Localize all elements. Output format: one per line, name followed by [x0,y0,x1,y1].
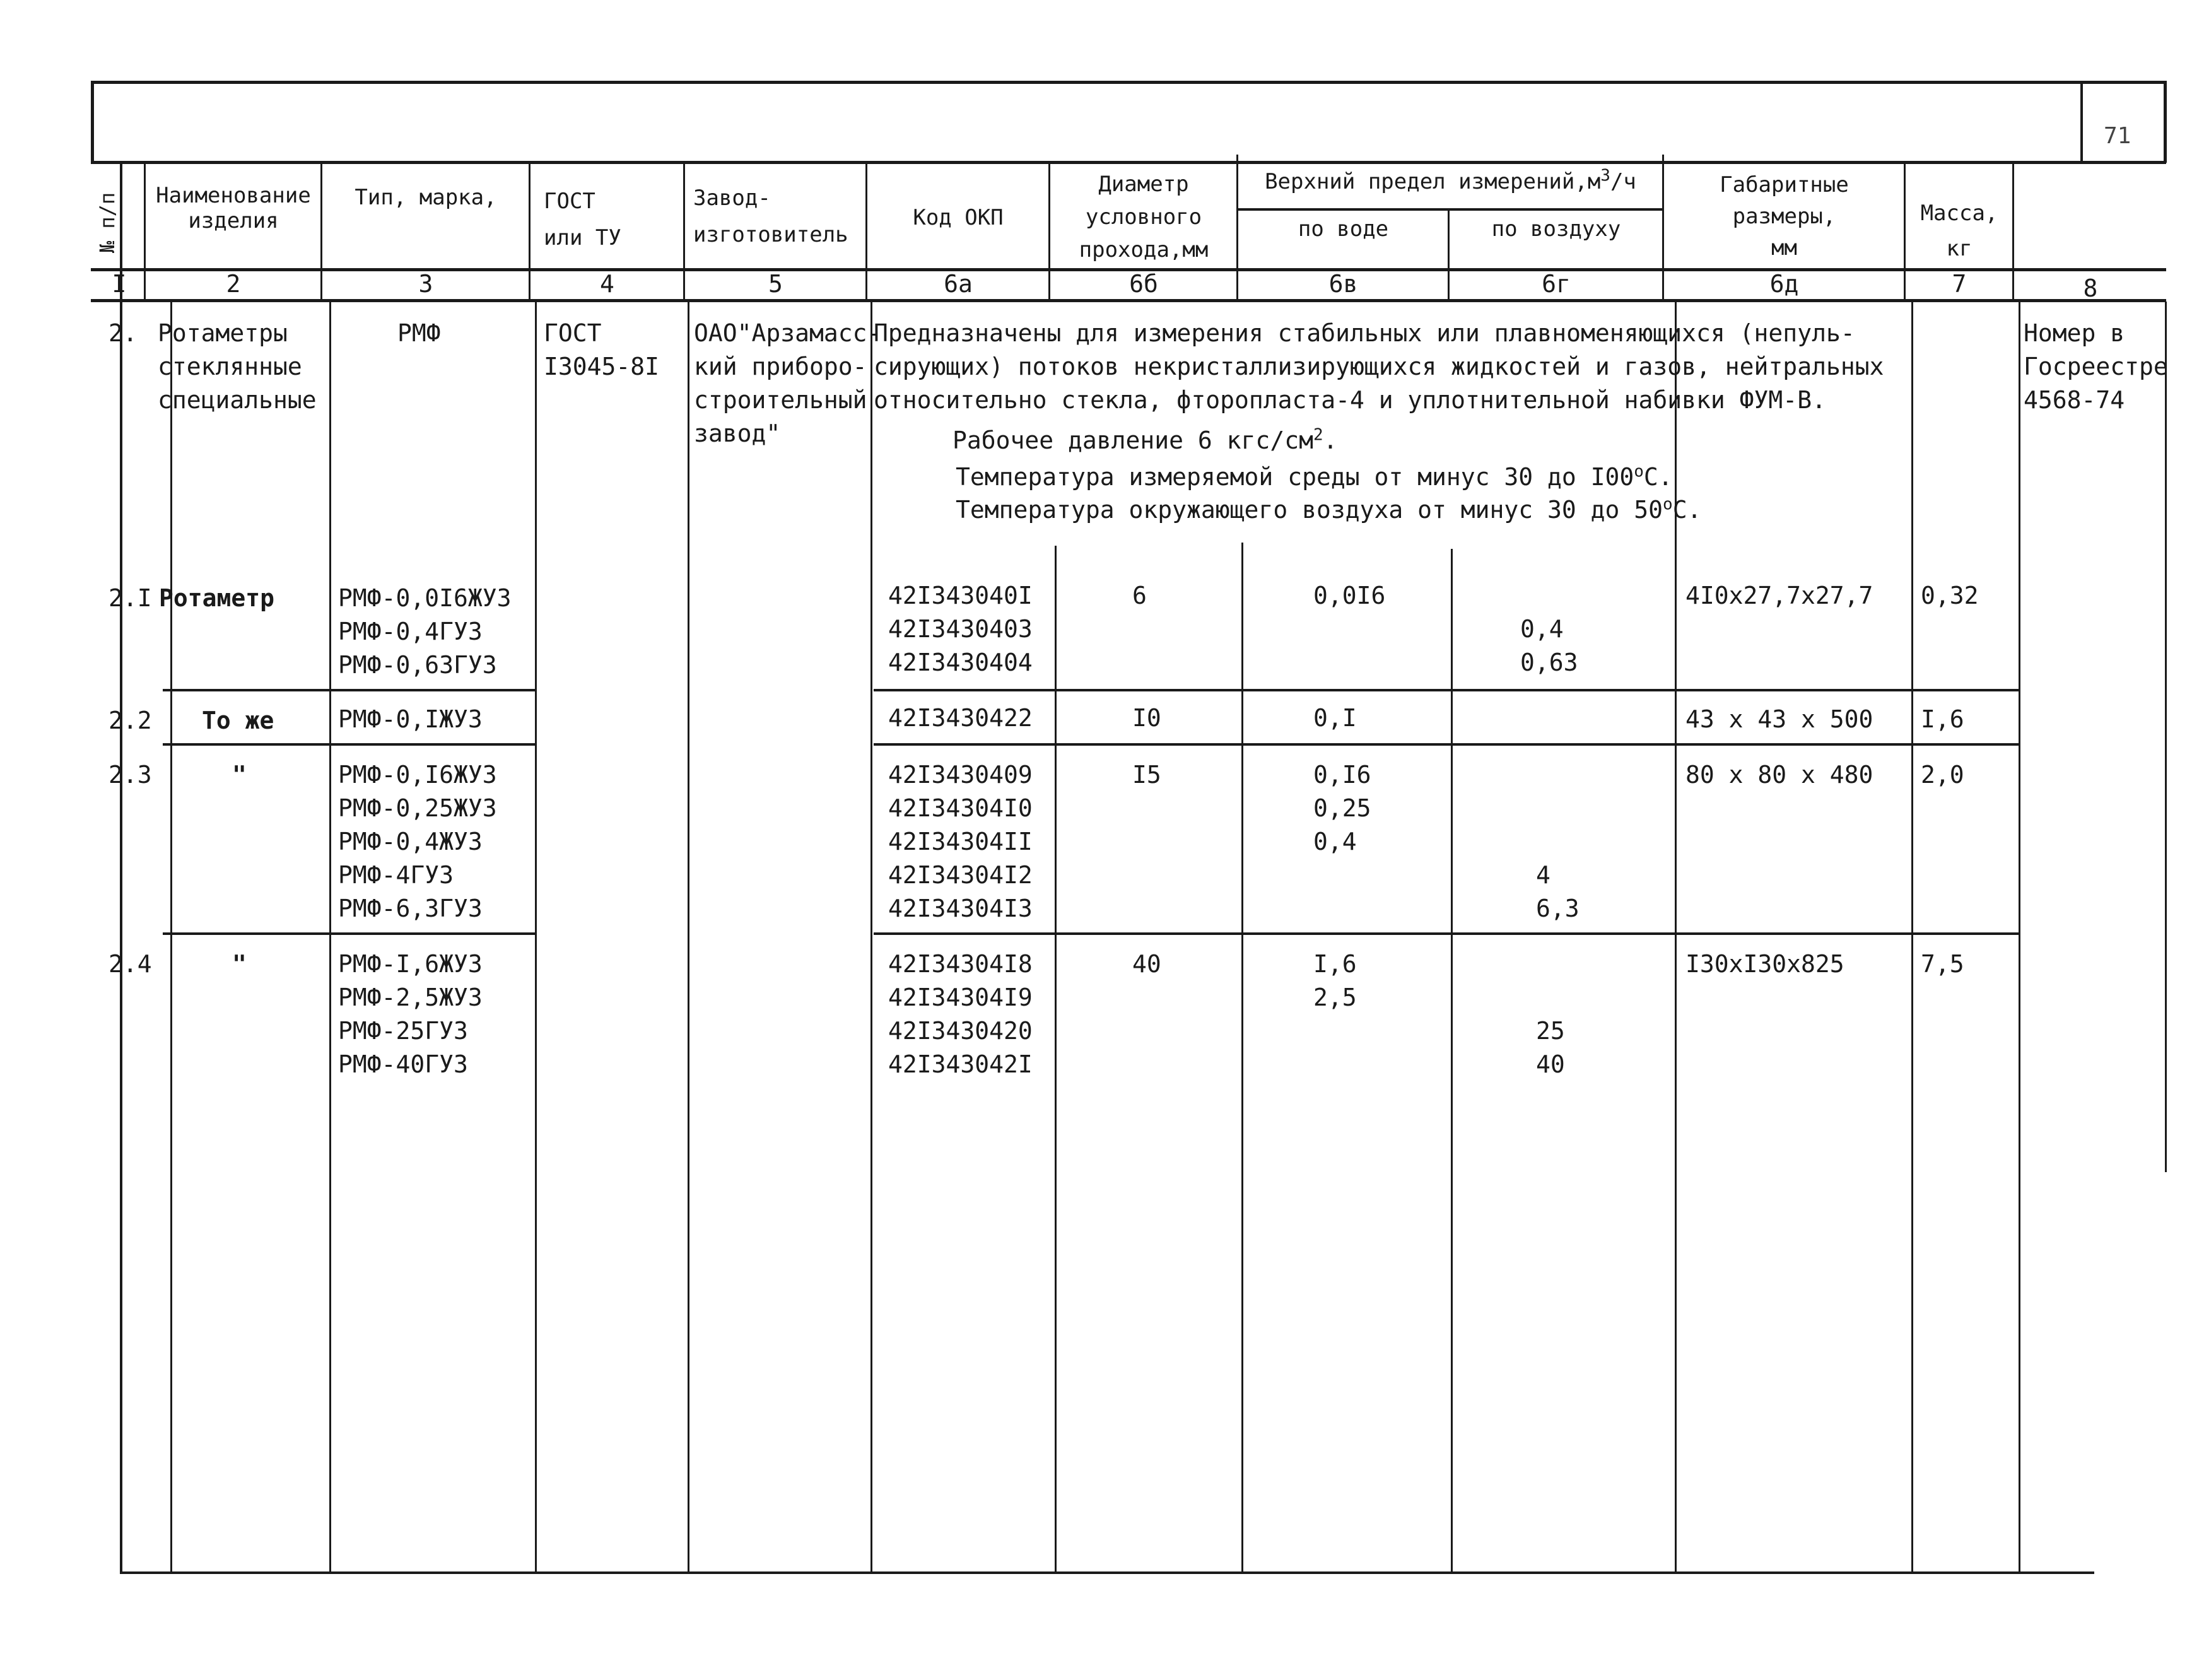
header-upper-limit-text: Верхний предел измерений,м [1265,169,1601,194]
body-sep-okp [870,302,872,1573]
colnum-bottom-line [91,299,2166,302]
row-num: 2.I [108,584,152,612]
row-water: 0,0I6 [1313,582,1386,609]
row-codes: 42I3430409 42I34304I0 42I34304II 42I34304I2 42I34304I3 [888,761,1033,922]
row-dims: I30xI30x825 [1685,950,1844,978]
row-air: 25 40 [1536,1017,1565,1078]
row-sep-2b [874,743,2019,746]
row-diam: I0 [1132,704,1161,732]
col-sep-10 [1904,163,1906,302]
group-num: 2. [108,319,138,347]
row-types: РМФ-0,IЖУЗ [338,705,483,733]
group-gost: ГОСТ I3045-8I [544,319,660,380]
row-water: 0,I6 0,25 0,4 [1313,761,1371,855]
row-mass: 7,5 [1921,950,1964,978]
body-sep-maker [688,302,689,1573]
col-sep-7 [1236,155,1238,302]
row-codes: 42I343040I 42I3430403 42I3430404 [888,582,1033,676]
row-sep-3a [163,932,535,935]
colnum-6v: 6в [1328,270,1358,298]
colnum-6b: 6б [1129,270,1158,298]
colnum-4: 4 [600,270,614,298]
body-sep-gost [535,302,537,1573]
row-diam: 40 [1132,950,1161,978]
row-codes: 42I3430422 [888,704,1033,732]
row-dims: 4I0x27,7x27,7 [1685,582,1873,609]
header-type: Тип, марка, [355,185,497,210]
page-box-left [2080,83,2083,163]
col-sep-1 [144,163,146,302]
row-air: 0,4 0,63 [1520,615,1578,676]
colnum-6g: 6г [1542,270,1571,298]
col-sep-3 [529,163,530,302]
header-mass: Масса, кг [1920,201,1998,261]
row-name: Ротаметр [159,584,275,612]
colnum-5: 5 [768,270,783,298]
col-sep-2 [320,163,322,302]
row-dims: 80 x 80 x 480 [1685,761,1873,789]
body-sep-air [1451,549,1453,1573]
row-sep-2a [163,743,535,746]
row-name: " [232,950,247,978]
body-sep-dims [1675,302,1677,1573]
top-border [91,81,2166,84]
header-water: по воде [1298,216,1389,242]
row-sep-3b [874,932,2019,935]
body-sep-type [329,302,331,1573]
col-sep-4 [683,163,685,302]
row-sep-1b [874,689,2019,691]
header-air: по воздуху [1491,216,1621,242]
header-upper-limit-sup: 3 [1600,166,1610,185]
group-note: Номер в Госреестре 4568-74 [2024,319,2168,414]
group-description: Предназначены для измерения стабильных или плавноменяющихся (непуль- сирующих) потоков некристаллизирующихся жидкостей и газов, нейтральных относительно стекла, фторопласта-4 и уплотнительной набивки ФУМ-В. [874,319,1884,414]
row-codes: 42I34304I8 42I34304I9 42I3430420 42I343042I [888,950,1033,1078]
row-water: 0,I [1313,704,1357,732]
row-types: РМФ-0,I6ЖУЗ РМФ-0,25ЖУЗ РМФ-0,4ЖУЗ РМФ-4ГУЗ РМФ-6,3ГУЗ [338,761,497,922]
col-sep-6 [1048,163,1050,302]
body-sep-water [1241,543,1243,1573]
body-sep-diam [1055,546,1057,1573]
page-box-right [2164,81,2167,163]
row-diam: 6 [1132,582,1147,609]
row-water: I,6 2,5 [1313,950,1357,1011]
colnum-1: I [112,270,127,298]
header-diam: Диаметр условного прохода,мм [1079,172,1209,262]
header-maker: Завод- изготовитель [693,185,848,247]
group-temp-air: Температура окружающего воздуха от минус 30 до $50^оС$. [956,495,1702,524]
header-gost: ГОСТ или ТУ [544,189,621,250]
colnum-8: 8 [2083,274,2098,302]
col-sep-8 [1448,209,1450,302]
row-num: 2.3 [108,761,152,789]
right-border-body [2165,302,2167,1172]
row-num: 2.4 [108,950,152,978]
row-num: 2.2 [108,707,152,734]
colnum-2: 2 [226,270,241,298]
header-dims: Габаритные размеры, мм [1720,172,1849,261]
group-name: Ротаметры стеклянные специальные [158,319,317,414]
row-name: То же [202,707,274,734]
row-types: РМФ-0,0I6ЖУЗ РМФ-0,4ГУЗ РМФ-0,63ГУЗ [338,584,512,679]
row-diam: I5 [1132,761,1161,789]
header-okp: Код ОКП [913,205,1004,230]
header-top-line [91,161,2166,164]
row-mass: 2,0 [1921,761,1964,789]
header-upper-limit [1239,167,1662,196]
group-pressure: Рабочее давление 6 кгс/$см^2$. [953,425,1338,454]
row-sep-1a [163,689,535,691]
left-border-body [120,161,122,1574]
row-name: " [232,761,247,789]
header-name: Наименование изделия [156,183,311,233]
row-dims: 43 x 43 x 500 [1685,705,1873,733]
header-upper-limit-unit: /ч [1610,169,1636,194]
row-mass: 0,32 [1921,582,1979,609]
group-type: РМФ [397,319,441,347]
page-number: 71 [2104,123,2131,149]
header-num: № п/п [95,192,119,254]
left-border [91,81,94,163]
colnum-3: 3 [418,270,433,298]
colnum-6d: 6д [1769,270,1799,298]
body-sep-name [170,302,172,1573]
row-types: РМФ-I,6ЖУЗ РМФ-2,5ЖУЗ РМФ-25ГУЗ РМФ-40ГУЗ [338,950,483,1078]
col-sep-11 [2012,163,2014,302]
bottom-border [120,1571,2094,1574]
col-sep-9 [1662,155,1664,302]
group-maker: ОАО"Арзамасс- кий приборо- строительный завод" [694,319,882,447]
row-mass: I,6 [1921,705,1964,733]
colnum-6a: 6а [944,270,973,298]
body-sep-mass [1911,302,1913,1573]
colnum-7: 7 [1952,270,1967,298]
body-sep-note [2019,302,2020,1573]
group-temp-medium: Температура измеряемой среды от минус 30 до $I00^оС$. [956,462,1673,491]
row-air: 4 6,3 [1536,861,1580,922]
